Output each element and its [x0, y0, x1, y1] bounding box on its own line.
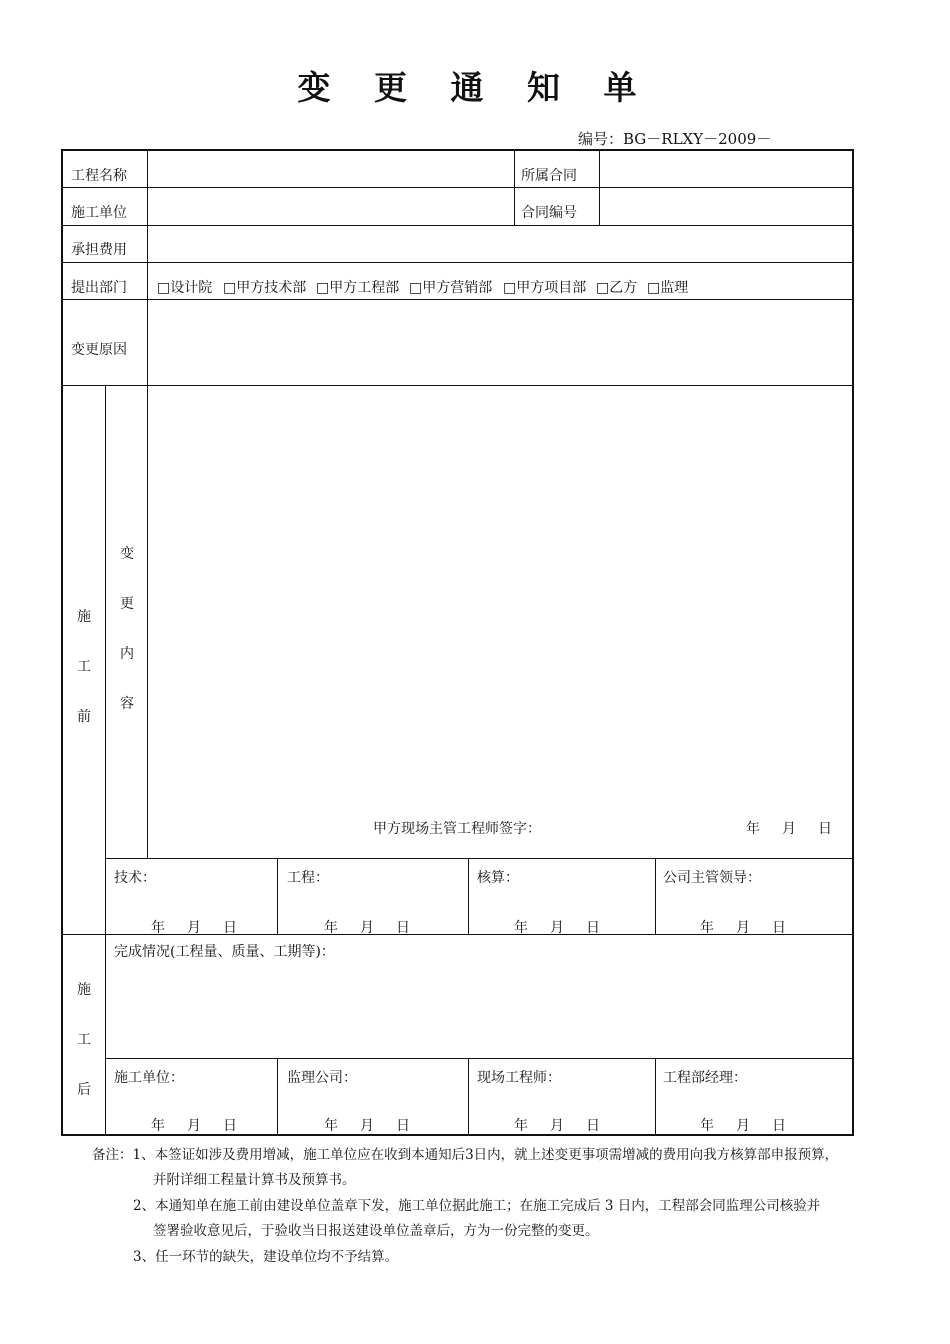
content-label-char: 容	[120, 696, 134, 712]
content-label-char: 更	[120, 596, 134, 612]
site-engineer-sign-date: 年 月 日	[514, 1118, 600, 1134]
reason-label: 变更原因	[71, 342, 127, 358]
row-divider	[63, 262, 852, 263]
dept-checkbox-project[interactable]: □甲方项目部	[503, 280, 587, 296]
form-table	[61, 149, 854, 1136]
contract-label: 所属合同	[521, 168, 577, 184]
col-divider	[147, 385, 148, 858]
row-divider	[105, 1058, 852, 1059]
before-side-char: 工	[77, 659, 91, 675]
dept-checkbox-design[interactable]: □设计院	[157, 280, 213, 296]
manager-sign-label: 工程部经理：	[663, 1070, 747, 1086]
dept-checkbox-tech[interactable]: □甲方技术部	[223, 280, 307, 296]
row-divider	[63, 225, 852, 226]
note-2: 2、本通知单在施工前由建设单位盖章下发，施工单位据此施工；在施工完成后 3 日内，工程部会同监理公司核验并	[133, 1198, 821, 1214]
before-side-char: 施	[77, 609, 91, 625]
manager-sign-date: 年 月 日	[700, 1118, 786, 1134]
note-2-cont: 签署验收意见后，于验收当日报送建设单位盖章后，方为一份完整的变更。	[153, 1223, 599, 1239]
content-label-char: 内	[120, 646, 134, 662]
col-divider	[277, 1058, 278, 1134]
col-divider	[514, 151, 515, 225]
project-name-label: 工程名称	[71, 168, 127, 184]
row-divider	[63, 385, 852, 386]
col-divider	[655, 858, 656, 934]
dept-checkbox-supervision[interactable]: □监理	[647, 280, 689, 296]
contractor-sign-date: 年 月 日	[151, 1118, 237, 1134]
leader-sign-date: 年 月 日	[700, 920, 786, 936]
contractor-sign-label: 施工单位：	[114, 1070, 184, 1086]
before-side-char: 前	[77, 709, 91, 725]
accounting-sign-date: 年 月 日	[514, 920, 600, 936]
row-divider	[105, 858, 852, 859]
after-side-char: 工	[77, 1032, 91, 1048]
col-divider	[147, 151, 148, 385]
after-side-char: 后	[77, 1082, 91, 1098]
tech-sign-label: 技术：	[114, 870, 156, 886]
col-divider	[599, 151, 600, 225]
contract-number-label: 合同编号	[521, 205, 577, 221]
note-1: 备注：1、本签证如涉及费用增减，施工单位应在收到本通知后3日内，就上述变更事项需增减的费用向我方核算部申报预算，	[92, 1147, 839, 1163]
dept-checkbox-engineering[interactable]: □甲方工程部	[316, 280, 400, 296]
engineering-sign-date: 年 月 日	[324, 920, 410, 936]
engineering-sign-label: 工程：	[287, 870, 329, 886]
dept-checkbox-party-b[interactable]: □乙方	[596, 280, 638, 296]
leader-sign-label: 公司主管领导：	[663, 870, 761, 886]
form-number: 编号：BG－RLXY－2009－	[578, 130, 772, 148]
note-3: 3、任一环节的缺失，建设单位均不予结算。	[133, 1249, 399, 1265]
col-divider	[468, 1058, 469, 1134]
after-side-char: 施	[77, 982, 91, 998]
col-divider	[655, 1058, 656, 1134]
row-divider	[63, 299, 852, 300]
content-label-char: 变	[120, 546, 134, 562]
engineer-sign-label: 甲方现场主管工程师签字：	[373, 821, 541, 837]
col-divider	[468, 858, 469, 934]
col-divider	[277, 858, 278, 934]
note-1-cont: 并附详细工程量计算书及预算书。	[153, 1172, 356, 1188]
accounting-sign-label: 核算：	[477, 870, 519, 886]
engineer-sign-date: 年 月 日	[746, 821, 832, 837]
tech-sign-date: 年 月 日	[151, 920, 237, 936]
col-divider	[105, 385, 106, 1134]
site-engineer-sign-label: 现场工程师：	[477, 1070, 561, 1086]
page-title: 变 更 通 知 单	[297, 68, 653, 107]
completion-label: 完成情况(工程量、质量、工期等)：	[114, 944, 335, 960]
row-divider	[63, 187, 852, 188]
dept-checkbox-marketing[interactable]: □甲方营销部	[409, 280, 493, 296]
supervision-sign-date: 年 月 日	[324, 1118, 410, 1134]
supervision-sign-label: 监理公司：	[287, 1070, 357, 1086]
contractor-label: 施工单位	[71, 205, 127, 221]
dept-label: 提出部门	[71, 280, 127, 296]
cost-bearer-label: 承担费用	[71, 242, 127, 258]
